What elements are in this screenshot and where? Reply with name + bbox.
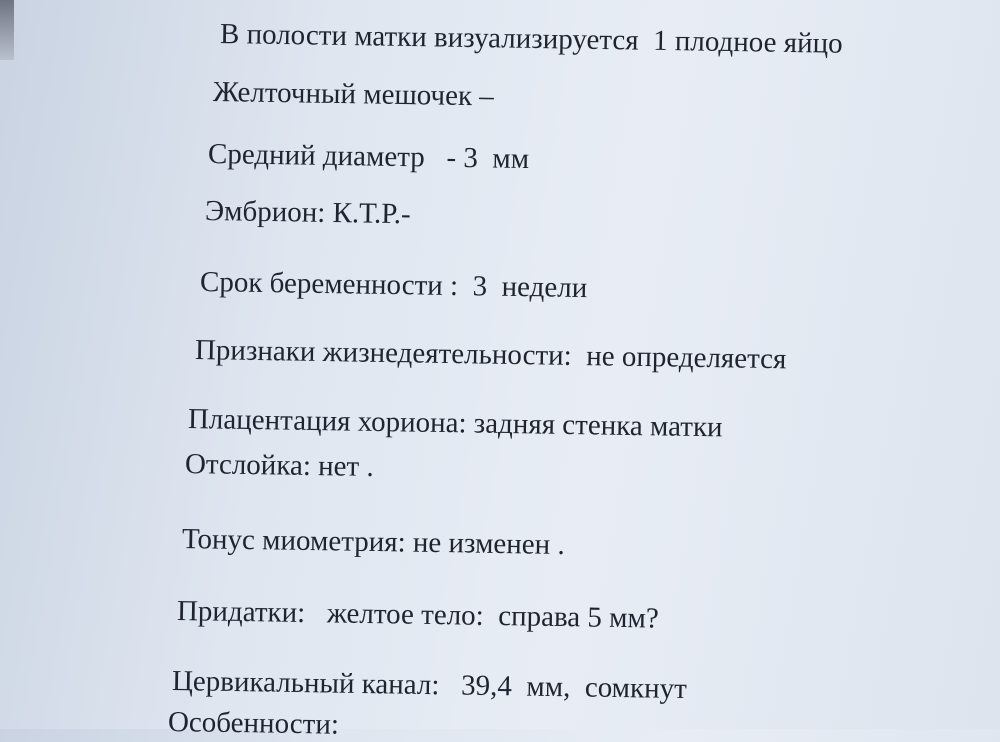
text-line-adnexa: Придатки: желтое тело: справа 5 мм? bbox=[176, 595, 659, 635]
text-line-detachment: Отслойка: нет . bbox=[184, 448, 374, 483]
text-line-chorion-placentation: Плацентация хориона: задняя стенка матки bbox=[187, 403, 723, 444]
text-line-fetal-egg: В полости матки визуализируется 1 плодное яйцо bbox=[219, 18, 843, 60]
text-line-embryo-crl: Эмбрион: К.Т.Р.- bbox=[204, 195, 411, 231]
paper-edge-shadow bbox=[0, 0, 14, 60]
text-line-myometrium-tone: Тонус миометрия: не изменен . bbox=[181, 523, 565, 562]
text-line-mean-diameter: Средний диаметр - 3 мм bbox=[207, 138, 530, 176]
text-line-vital-signs: Признаки жизнедеятельности: не определяется bbox=[194, 334, 787, 376]
text-line-yolk-sac: Желточный мешочек – bbox=[212, 76, 495, 113]
text-line-gestation-term: Срок беременности : 3 недели bbox=[199, 266, 588, 305]
text-line-cervical-canal: Цервикальный канал: 39,4 мм, сомкнут bbox=[171, 665, 688, 706]
text-line-features: Особенности: bbox=[167, 706, 340, 741]
